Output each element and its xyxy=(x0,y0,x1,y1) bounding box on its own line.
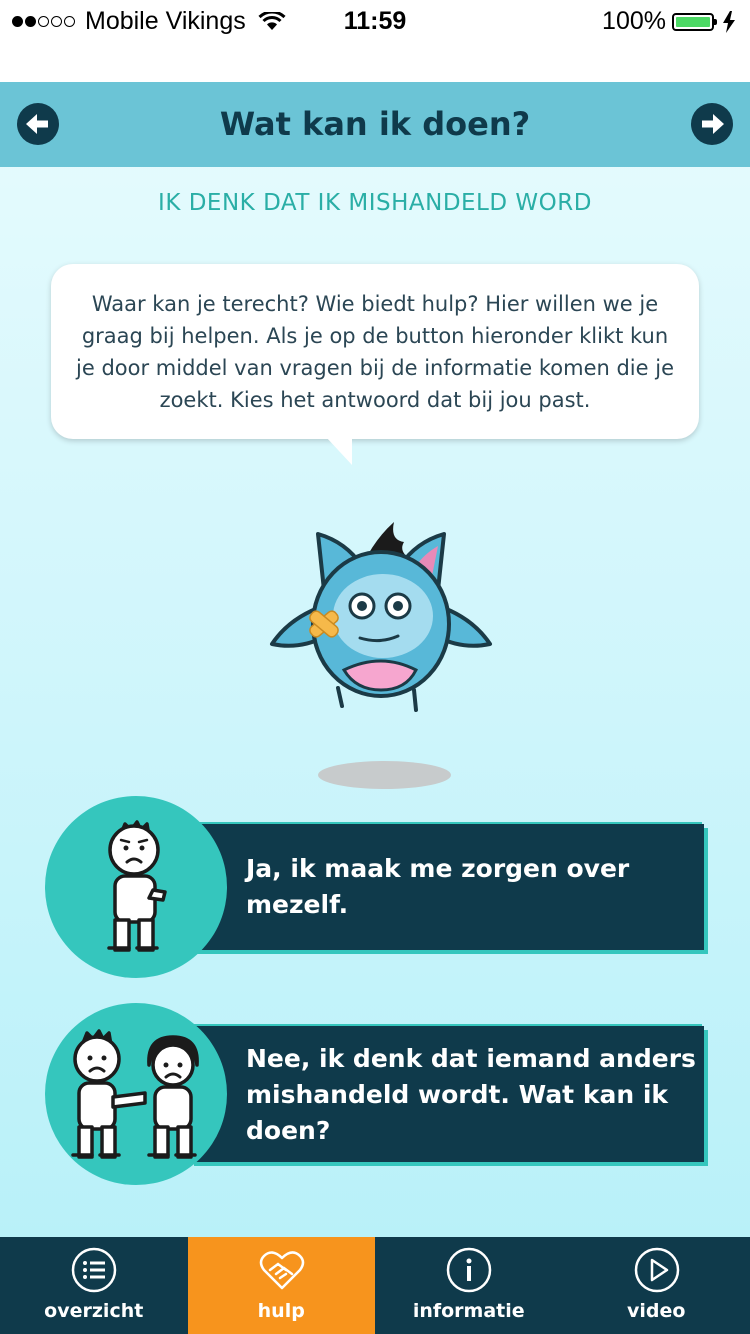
option-self-label: Ja, ik maak me zorgen over mezelf. xyxy=(246,854,630,919)
top-spacer xyxy=(0,42,750,82)
option-other[interactable] xyxy=(45,1003,707,1185)
mascot-illustration xyxy=(266,520,496,720)
mascot-shadow xyxy=(318,761,451,789)
tab-informatie-label: informatie xyxy=(412,1300,525,1322)
charging-icon xyxy=(722,11,736,33)
page-title: Wat kan ik doen? xyxy=(219,105,531,143)
battery-percentage: 100% xyxy=(602,7,666,35)
option-other-label: Nee, ik denk dat iemand anders mishandeld wordt. Wat kan ik doen? xyxy=(246,1044,696,1145)
info-icon xyxy=(445,1246,493,1294)
two-children-icon xyxy=(45,1003,227,1185)
tab-bar xyxy=(0,1237,750,1334)
battery-icon xyxy=(672,13,714,31)
option-self[interactable] xyxy=(45,796,707,978)
tab-overzicht-label: overzicht xyxy=(44,1300,144,1322)
tab-video-label: video xyxy=(627,1300,686,1322)
speech-bubble xyxy=(51,264,699,439)
previous-button[interactable] xyxy=(17,103,59,145)
list-icon xyxy=(70,1246,118,1294)
heart-handshake-icon xyxy=(258,1246,306,1294)
tab-informatie[interactable] xyxy=(375,1237,563,1334)
option-self-badge xyxy=(45,796,227,978)
next-button[interactable] xyxy=(691,103,733,145)
sad-child-icon xyxy=(45,796,227,978)
option-other-badge xyxy=(45,1003,227,1185)
arrow-right-icon xyxy=(691,103,733,145)
status-bar xyxy=(0,0,750,42)
tab-overzicht[interactable] xyxy=(0,1237,188,1334)
speech-bubble-text: Waar kan je terecht? Wie biedt hulp? Hier willen we je graag bij helpen. Als je op de button hieronder klikt kun je door middel van vragen bij de informatie komen die je zoekt. Kies het antwoord dat bij jou past. xyxy=(76,292,674,412)
clock: 11:59 xyxy=(343,7,407,35)
tab-video[interactable] xyxy=(563,1237,750,1334)
carrier-name: Mobile Vikings xyxy=(85,7,246,35)
page-subtitle: IK DENK DAT IK MISHANDELD WORD xyxy=(158,190,592,216)
speech-bubble-tail xyxy=(326,437,352,465)
header xyxy=(0,82,750,167)
tab-hulp[interactable] xyxy=(188,1237,376,1334)
tab-hulp-label: hulp xyxy=(257,1300,305,1322)
arrow-left-icon xyxy=(17,103,59,145)
play-icon xyxy=(633,1246,681,1294)
